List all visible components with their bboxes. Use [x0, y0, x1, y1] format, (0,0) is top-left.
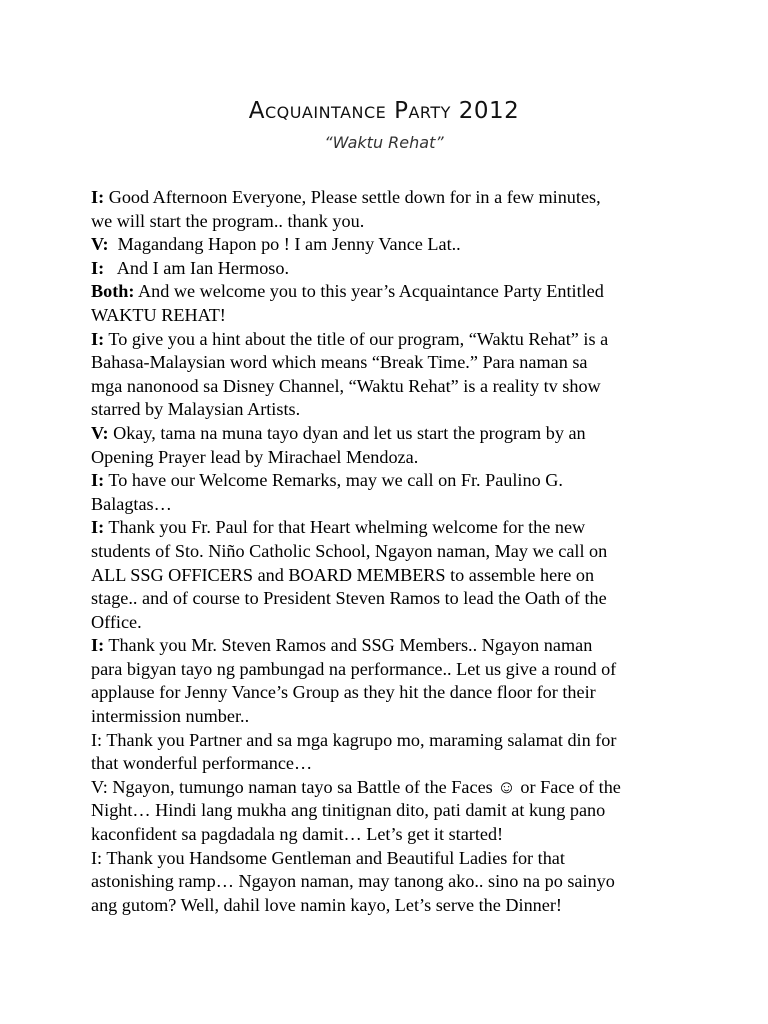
line-text: Bahasa-Malaysian word which means “Break Time.” Para naman sa	[91, 352, 588, 373]
line-text: kaconfident sa pagdadala ng damit… Let’s get it started!	[91, 824, 504, 845]
script-line	[91, 823, 691, 847]
line-text: mga nanonood sa Disney Channel, “Waktu Rehat” is a reality tv show	[91, 375, 601, 396]
line-text: Balagtas…	[91, 493, 172, 514]
speaker-label: Both:	[91, 281, 135, 302]
speaker-label: I:	[91, 635, 105, 656]
line-text: intermission number..	[91, 706, 250, 727]
script-line	[91, 257, 691, 281]
line-text: Good Afternoon Everyone, Please settle down for in a few minutes,	[104, 187, 601, 207]
script-line	[91, 705, 691, 729]
script-line	[91, 799, 691, 823]
line-text: students of Sto. Niño Catholic School, Ngayon naman, May we call on	[91, 540, 608, 561]
script-line	[91, 658, 691, 682]
line-text: we will start the program.. thank you.	[91, 210, 365, 231]
speaker-label: I:	[91, 517, 105, 538]
line-text: ang gutom? Well, dahil love namin kayo, Let’s serve the Dinner!	[91, 894, 562, 915]
script-body	[91, 186, 691, 917]
script-line	[91, 422, 691, 446]
line-text: And I am Ian Hermoso.	[104, 257, 290, 278]
speaker-label: V:	[91, 234, 109, 255]
line-text: Thank you Fr. Paul for that Heart whelming welcome for the new	[104, 517, 586, 538]
line-text: Opening Prayer lead by Mirachael Mendoza.	[91, 446, 419, 467]
line-text: para bigyan tayo ng pambungad na performance.. Let us give a round of	[91, 658, 617, 679]
line-text: Night… Hindi lang mukha ang tinitignan dito, pati damit at kung pano	[91, 800, 606, 821]
script-line	[91, 870, 691, 894]
script-line	[91, 564, 691, 588]
line-text: To have our Welcome Remarks, may we call on Fr. Paulino G.	[104, 470, 563, 491]
script-line	[91, 210, 691, 234]
line-text: I: Thank you Handsome Gentleman and Beautiful Ladies for that	[91, 847, 565, 868]
speaker-label: I:	[91, 470, 105, 491]
script-line	[91, 611, 691, 635]
script-line	[91, 634, 691, 658]
script-line	[91, 729, 691, 753]
script-line	[91, 398, 691, 422]
script-line	[91, 776, 691, 800]
script-line	[91, 280, 691, 304]
line-text: V: Ngayon, tumungo naman tayo sa Battle of the Faces ☺ or Face of the	[91, 776, 621, 797]
line-text: Okay, tama na muna tayo dyan and let us start the program by an	[108, 422, 586, 443]
script-line	[91, 516, 691, 540]
script-line	[91, 847, 691, 871]
script-line	[91, 752, 691, 776]
line-text: stage.. and of course to President Steven Ramos to lead the Oath of the	[91, 588, 607, 609]
script-line	[91, 186, 691, 210]
script-line	[91, 681, 691, 705]
document-subtitle: “Waktu Rehat”	[324, 133, 444, 152]
script-line	[91, 469, 691, 493]
line-text: Office.	[91, 611, 142, 632]
script-line	[91, 304, 691, 328]
script-line	[91, 587, 691, 611]
line-text: applause for Jenny Vance’s Group as they hit the dance floor for their	[91, 682, 596, 703]
line-text: starred by Malaysian Artists.	[91, 399, 301, 420]
line-text: I: Thank you Partner and sa mga kagrupo mo, maraming salamat din for	[91, 729, 617, 750]
speaker-label: I:	[91, 187, 105, 207]
line-text: Thank you Mr. Steven Ramos and SSG Members.. Ngayon naman	[104, 635, 593, 656]
script-line	[91, 233, 691, 257]
speaker-label: I:	[91, 257, 105, 278]
script-line	[91, 540, 691, 564]
script-line	[91, 351, 691, 375]
line-text: Magandang Hapon po ! I am Jenny Vance Lat..	[108, 234, 461, 255]
script-line	[91, 375, 691, 399]
script-line	[91, 493, 691, 517]
document-title: Acquaintance Party 2012	[248, 98, 520, 124]
line-text: that wonderful performance…	[91, 753, 313, 774]
script-line	[91, 328, 691, 352]
speaker-label: V:	[91, 422, 109, 443]
line-text: WAKTU REHAT!	[91, 304, 226, 325]
line-text: ALL SSG OFFICERS and BOARD MEMBERS to assemble here on	[91, 564, 595, 585]
line-text: And we welcome you to this year’s Acquaintance Party Entitled	[134, 281, 604, 302]
speaker-label: I:	[91, 328, 105, 349]
line-text: astonishing ramp… Ngayon naman, may tanong ako.. sino na po sainyo	[91, 871, 615, 892]
script-line	[91, 446, 691, 470]
line-text: To give you a hint about the title of our program, “Waktu Rehat” is a	[104, 328, 609, 349]
script-line	[91, 894, 691, 918]
